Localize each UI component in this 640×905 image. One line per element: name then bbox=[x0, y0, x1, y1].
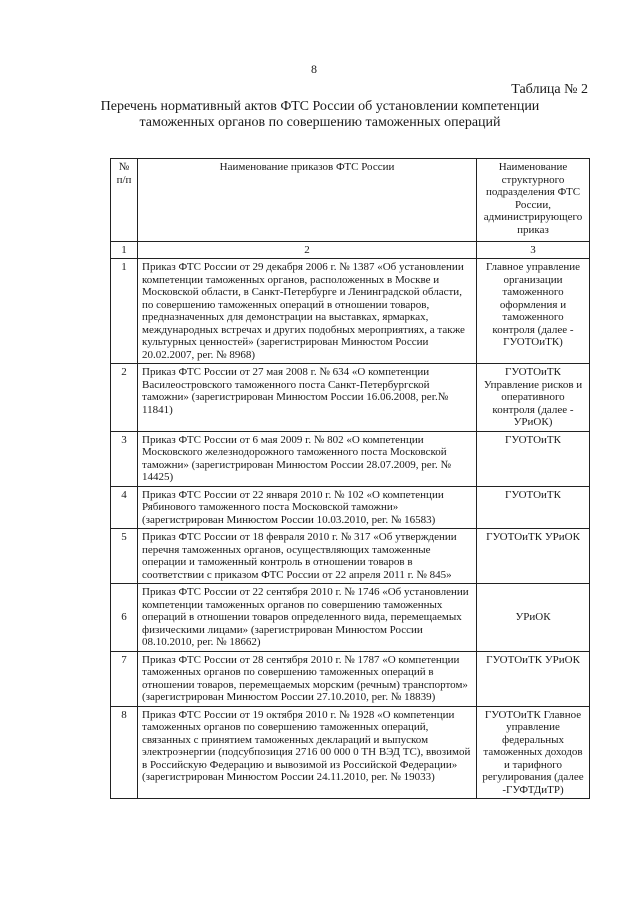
row-order-name: Приказ ФТС России от 27 мая 2008 г. № 634 «О компетенции Василеостровского таможенного поста Санкт-Петербургской таможни» (зарегистрирован Минюстом России 16.06.2008, рег.№ 11841) bbox=[138, 364, 477, 432]
table-label: Таблица № 2 bbox=[511, 82, 588, 97]
table-header-row bbox=[111, 159, 590, 242]
row-department: ГУОТОиТК Главное управление федеральных таможенных доходов и тарифного регулирования (далее -ГУФТДиТР) bbox=[477, 706, 590, 799]
table-row bbox=[111, 431, 590, 486]
row-number: 7 bbox=[111, 651, 138, 706]
row-number: 6 bbox=[111, 584, 138, 652]
row-department: ГУОТОиТК УРиОК bbox=[477, 651, 590, 706]
row-department: Главное управление организации таможенного оформления и таможенного контроля (далее - ГУОТОиТК) bbox=[477, 259, 590, 364]
table-row bbox=[111, 584, 590, 652]
row-order-name: Приказ ФТС России от 22 января 2010 г. № 102 «О компетенции Рябинового таможенного поста Московской таможни» (зарегистрирован Минюстом России 10.03.2010, рег. № 16583) bbox=[138, 486, 477, 529]
document-title bbox=[60, 99, 580, 131]
row-order-name: Приказ ФТС России от 22 сентября 2010 г. № 1746 «Об установлении компетенции таможенных органов по совершению таможенных операций в отношении товаров определенного вида, перемещаемых физическими лицами» (зарегистрирован Минюстом России 08.10.2010, рег. № 18662) bbox=[138, 584, 477, 652]
table-row bbox=[111, 486, 590, 529]
table-row bbox=[111, 529, 590, 584]
row-order-name: Приказ ФТС России от 18 февраля 2010 г. № 317 «Об утверждении перечня таможенных органов, осуществляющих таможенные операции и таможенный контроль в отношении товаров в соответствии с приказом ФТС России от 22 апреля 2011 г. № 845» bbox=[138, 529, 477, 584]
row-department: ГУОТОиТК Управление рисков и оперативного контроля (далее - УРиОК) bbox=[477, 364, 590, 432]
row-department: ГУОТОиТК bbox=[477, 431, 590, 486]
table-row bbox=[111, 706, 590, 799]
header-department: Наименование структурного подразделения ФТС России, администрирующего приказ bbox=[477, 159, 590, 242]
row-order-name: Приказ ФТС России от 29 декабря 2006 г. № 1387 «Об установлении компетенции таможенных органов, расположенных в Москве и Московской области, в Санкт-Петербурге и Ленинградской области, по совершению таможенных операций в отношении товаров, предназначенных для демонстрации на выставках, ярмарках, международных встречах и других подобных мероприятиях, а также культурных ценностей» (зарегистрирован Минюстом России 20.02.2007, рег. № 8968) bbox=[138, 259, 477, 364]
row-number: 5 bbox=[111, 529, 138, 584]
row-number: 3 bbox=[111, 431, 138, 486]
column-index-row bbox=[111, 242, 590, 259]
header-order-name: Наименование приказов ФТС России bbox=[138, 159, 477, 242]
header-number: № п/п bbox=[111, 159, 138, 242]
regulations-table bbox=[110, 158, 590, 799]
column-index-2: 2 bbox=[138, 242, 477, 259]
page-number: 8 bbox=[311, 62, 317, 76]
table-row bbox=[111, 259, 590, 364]
title-line-2: таможенных органов по совершению таможенных операций bbox=[139, 115, 501, 130]
row-department: ГУОТОиТК УРиОК bbox=[477, 529, 590, 584]
row-number: 8 bbox=[111, 706, 138, 799]
row-order-name: Приказ ФТС России от 19 октября 2010 г. № 1928 «О компетенции таможенных органов по совершению таможенных операций, связанных с принятием таможенных деклараций и выпуском электроэнергии (подсубпозиция 2716 00 000 0 ТН ВЭД ТС), ввозимой в Российскую Федерацию и вывозимой из Российской Федерации» (зарегистрирован Минюстом России 24.11.2010, рег. № 19033) bbox=[138, 706, 477, 799]
row-department: УРиОК bbox=[477, 584, 590, 652]
table-row bbox=[111, 364, 590, 432]
title-line-1: Перечень нормативный актов ФТС России об установлении компетенции bbox=[100, 99, 540, 114]
row-department: ГУОТОиТК bbox=[477, 486, 590, 529]
row-number: 4 bbox=[111, 486, 138, 529]
column-index-3: 3 bbox=[477, 242, 590, 259]
table-row bbox=[111, 651, 590, 706]
row-number: 2 bbox=[111, 364, 138, 432]
column-index-1: 1 bbox=[111, 242, 138, 259]
row-order-name: Приказ ФТС России от 6 мая 2009 г. № 802 «О компетенции Московского железнодорожного таможенного поста Московской таможни» (зарегистрирован Минюстом России 28.07.2009, рег. № 14425) bbox=[138, 431, 477, 486]
row-number: 1 bbox=[111, 259, 138, 364]
row-order-name: Приказ ФТС России от 28 сентября 2010 г. № 1787 «О компетенции таможенных органов по совершению таможенных операций в отношении товаров, перемещаемых морским (речным) транспортом» (зарегистрирован Минюстом России 27.10.2010, рег. № 18839) bbox=[138, 651, 477, 706]
